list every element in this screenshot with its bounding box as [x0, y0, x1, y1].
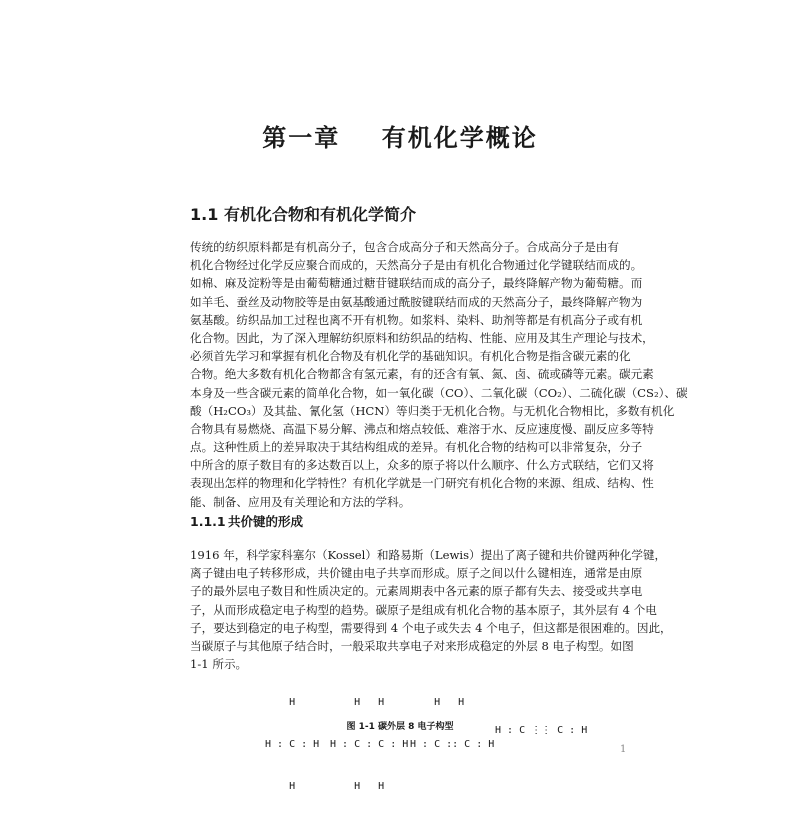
structure-middle: H : C ⋮⋮ C : H	[495, 725, 588, 736]
paragraph-line: 点。这种性质上的差异取决于其结构组成的差异。有机化合物的结构可以非常复杂，分子	[190, 440, 643, 455]
paragraph-covalent-bond	[190, 546, 672, 673]
structure-middle: H : C :: C : H	[410, 739, 495, 750]
structure-top: H	[265, 697, 296, 708]
structure-methane	[265, 668, 319, 822]
paragraph-line: 本身及一些含碳元素的简单化合物，如一氧化碳（CO）、二氧化碳（CO₂）、二硫化碳（CS₂）、碳	[190, 385, 688, 400]
structure-middle: H : C : H	[265, 739, 320, 750]
paragraph-line: 表现出怎样的物理和化学特性？有机化学就是一门研究有机化合物的来源、组成、结构、性	[190, 476, 654, 491]
paragraph-line: 子的最外层电子数目和性质决定的。元素周期表中各元素的原子都有失去、接受或共享电	[190, 584, 643, 599]
section-heading	[190, 202, 416, 225]
paragraph-line: 化合物。因此，为了深入理解纺织原料和纺织品的结构、性能、应用及其生产理论与技术，	[190, 330, 654, 345]
structure-middle: H : C : C : H	[330, 739, 409, 750]
paragraph-line: 子，要达到稳定的电子构型，需要得到 4 个电子或失去 4 个电子，但这都是很困难的。因此，	[190, 620, 672, 635]
paragraph-line: 机化合物经过化学反应聚合而成的，天然高分子是由有机化合物通过化学键联结而成的。	[190, 258, 643, 273]
structure-top: H H	[330, 697, 385, 708]
structure-ethene	[410, 668, 494, 808]
structure-bottom: H	[265, 781, 296, 792]
paragraph-line: 合物具有易燃烧、高温下易分解、沸点和熔点较低、难溶于水、反应速度慢、副反应多等特	[190, 421, 654, 436]
paragraph-line: 当碳原子与其他原子结合时，一般采取共享电子对来形成稳定的外层 8 电子构型。如图	[190, 638, 634, 653]
paragraph-line: 合物。绝大多数有机化合物都含有氢元素，有的还含有氧、氮、卤、硫或磷等元素。碳元素	[190, 367, 654, 382]
paragraph-line: 中所含的原子数目有的多达数百以上，众多的原子将以什么顺序、什么方式联结，它们又将	[190, 458, 654, 473]
paragraph-line: 1916 年，科学家科塞尔（Kossel）和路易斯（Lewis）提出了离子键和共价键两种化学键，	[190, 548, 667, 562]
chapter-title: 第一章 有机化学概论	[262, 124, 538, 152]
paragraph-line: 1-1 所示。	[190, 657, 248, 672]
paragraph-line: 离子键由电子转移形成，共价键由电子共享而形成。原子之间以什么键相连，通常是由原	[190, 566, 643, 581]
figure-caption: 图 1-1 碳外层 8 电子构型	[346, 722, 454, 732]
subsection-heading	[190, 512, 303, 530]
paragraph-line: 如棉、麻及淀粉等是由葡萄糖通过糖苷键联结而成的高分子，最终降解产物为葡萄糖。而	[190, 276, 643, 291]
structure-top: H H	[410, 697, 465, 708]
paragraph-line: 传统的纺织原料都是有机高分子，包含合成高分子和天然高分子。合成高分子是由有	[190, 240, 619, 254]
paragraph-line: 如羊毛、蚕丝及动物胶等是由氨基酸通过酰胺键联结而成的天然高分子，最终降解产物为	[190, 294, 643, 309]
structure-ethane	[330, 668, 408, 822]
paragraph-line: 酸（H₂CO₃）及其盐、氰化氢（HCN）等归类于无机化合物。与无机化合物相比，多数有机化	[190, 403, 675, 418]
paragraph-line: 氨基酸。纺织品加工过程也离不开有机物。如浆料、染料、助剂等都是有机高分子或有机	[190, 312, 643, 327]
structure-bottom: H H	[330, 781, 385, 792]
section-number: 1.1	[190, 205, 219, 224]
paragraph-line: 必须首先学习和掌握有机化合物及有机化学的基础知识。有机化合物是指含碳元素的化	[190, 349, 631, 364]
subsection-title: 共价键的形成	[228, 514, 304, 529]
page-number: 1	[620, 744, 627, 755]
subsection-number: 1.1.1	[190, 514, 226, 529]
paragraph-intro	[190, 238, 688, 511]
section-title: 有机化合物和有机化学简介	[224, 205, 417, 224]
paragraph-line: 子，从而形成稳定电子构型的趋势。碳原子是组成有机化合物的基本原子，其外层有 4 个电	[190, 602, 657, 617]
paragraph-line: 能、制备、应用及有关理论和方法的学科。	[190, 494, 411, 509]
